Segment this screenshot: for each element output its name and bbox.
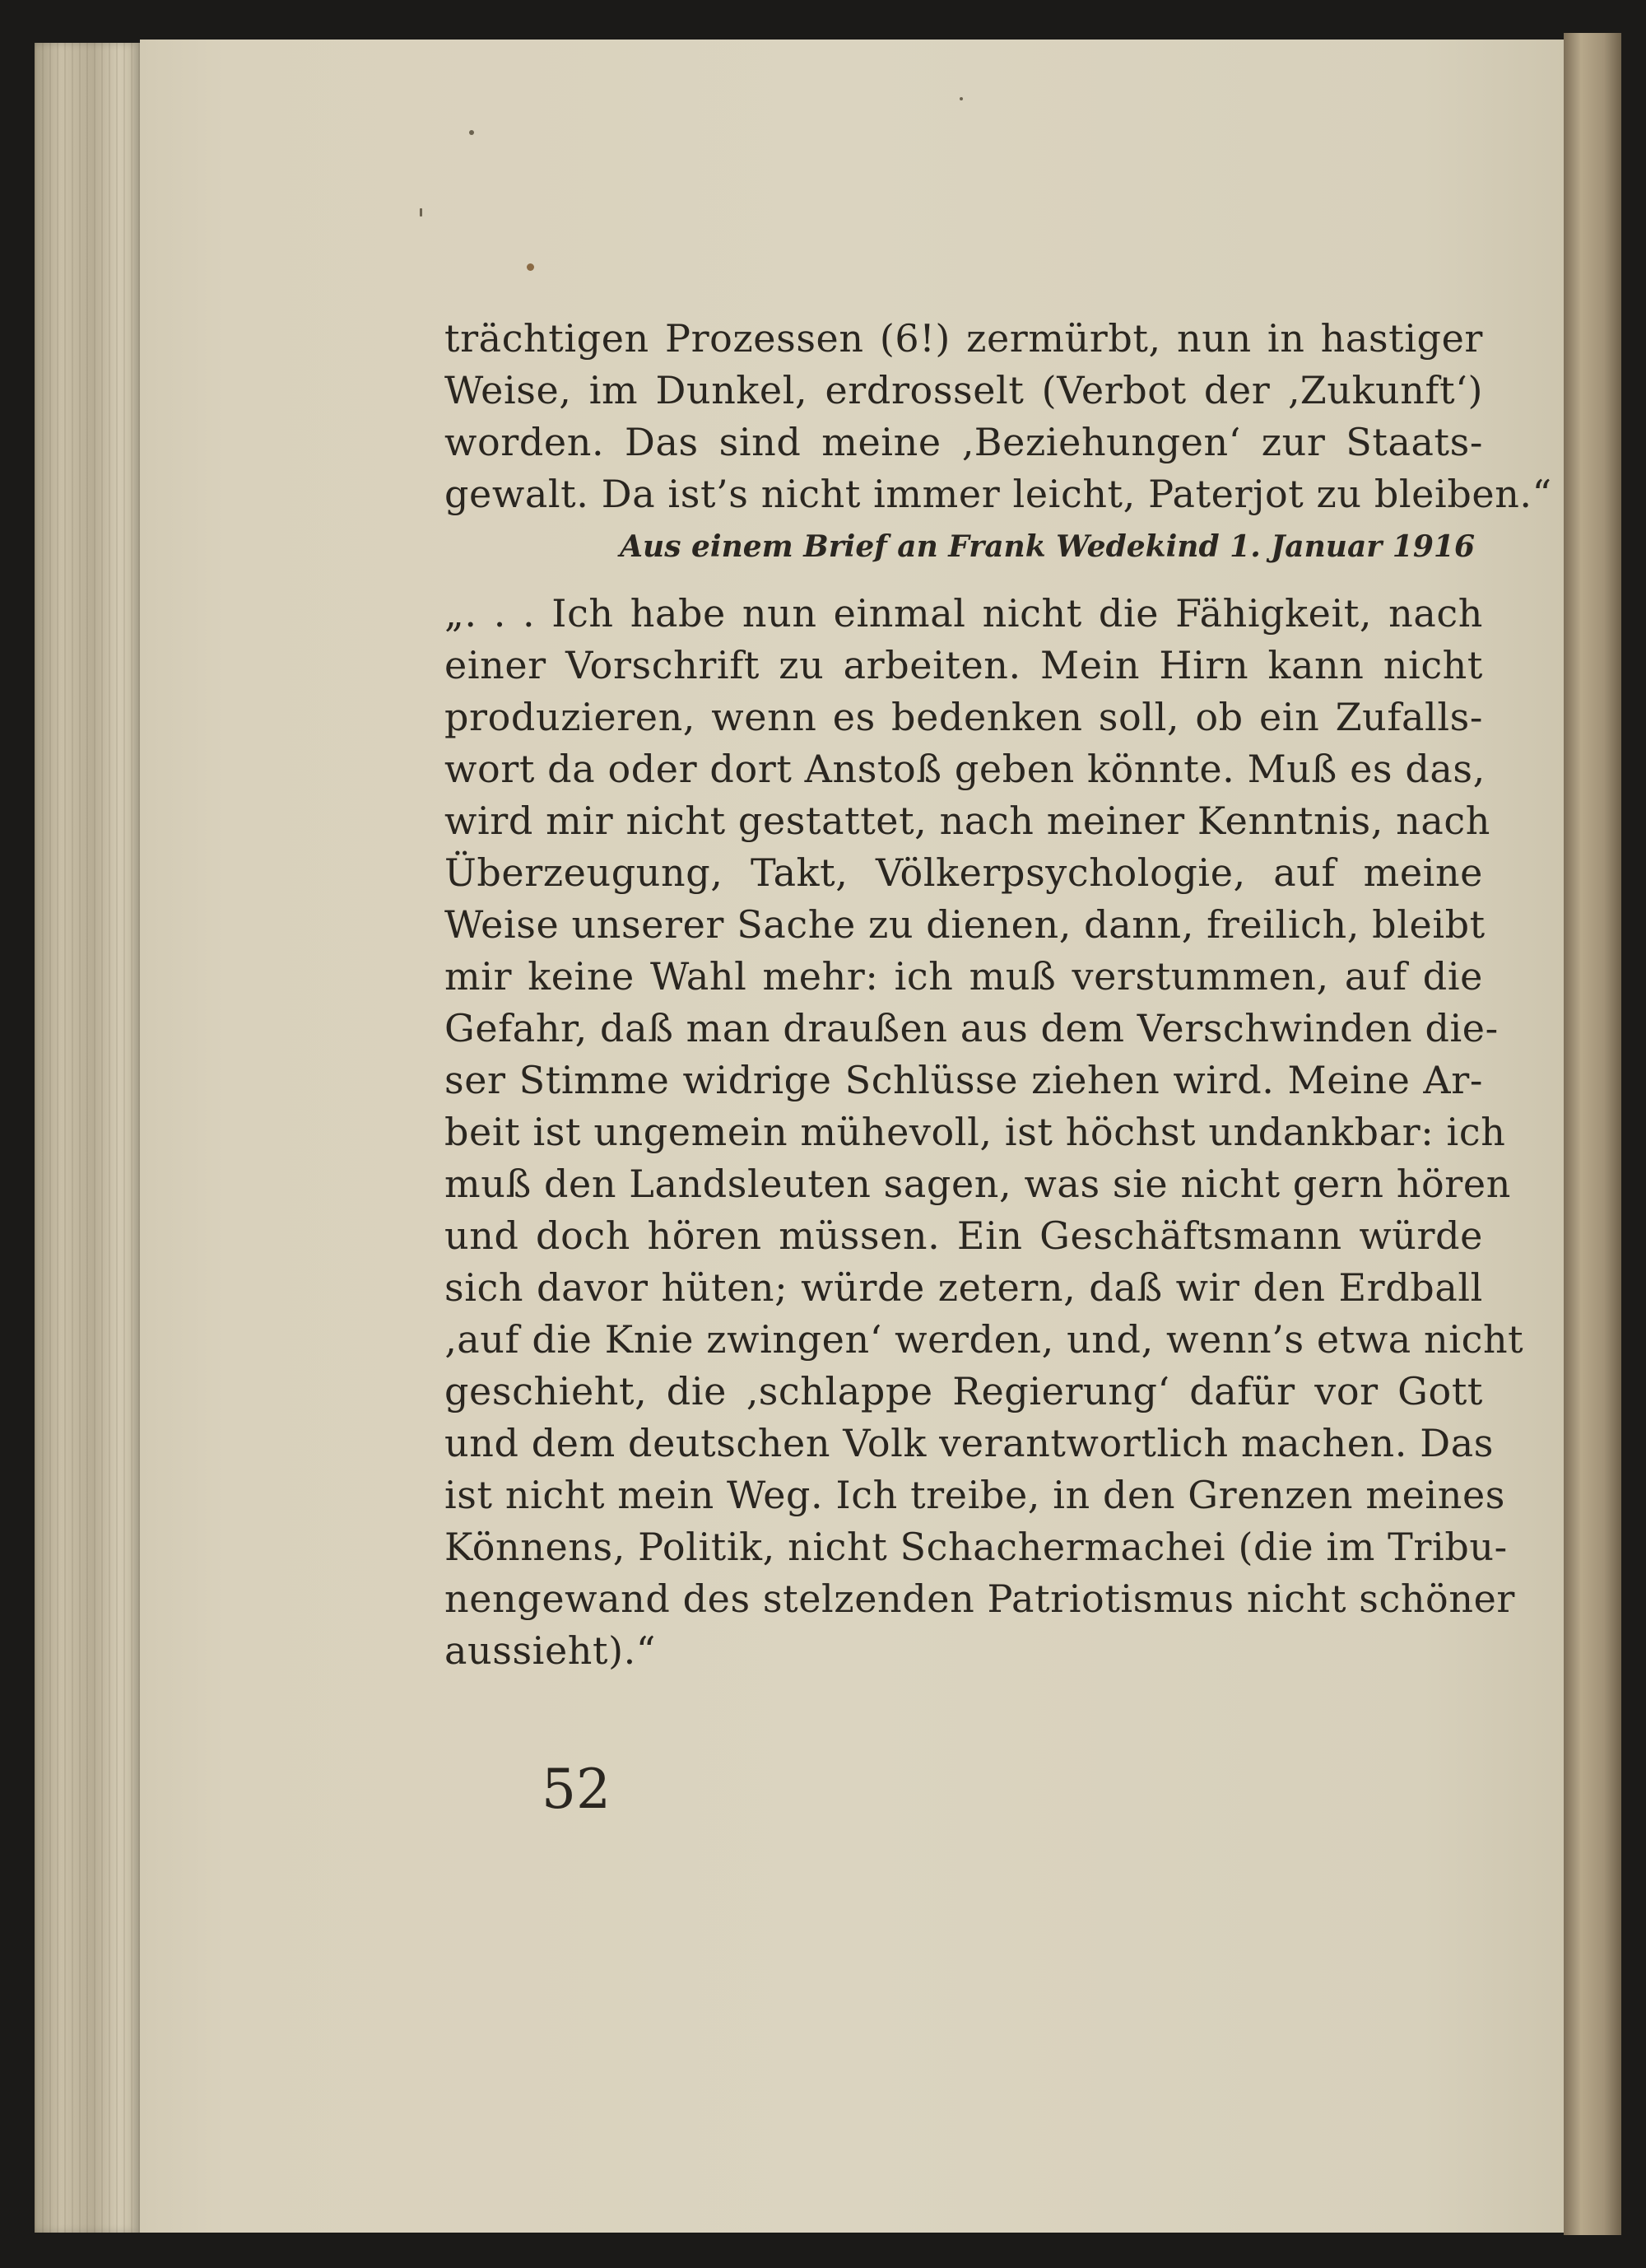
text-line: sich davor hüten; würde zetern, daß wir den Erdball (444, 1265, 1483, 1310)
text-line: wird mir nicht gestattet, nach meiner Kenntnis, nach (444, 799, 1491, 843)
text-line: und doch hören müssen. Ein Geschäftsmann würde (444, 1213, 1483, 1258)
page-text-block (444, 313, 1552, 1677)
text-line: einer Vorschrift zu arbeiten. Mein Hirn kann nicht (444, 643, 1483, 687)
text-line: ser Stimme widrige Schlüsse ziehen wird. Meine Ar- (444, 1058, 1483, 1102)
text-line: gewalt. Da ist’s nicht immer leicht, Paterjot zu bleiben.“ (444, 472, 1552, 516)
text-line: beit ist ungemein mühevoll, ist höchst undankbar: ich (444, 1110, 1506, 1154)
page-number: 52 (542, 1758, 611, 1821)
text-line: worden. Das sind meine ‚Beziehungen‘ zur Staats- (444, 420, 1483, 464)
text-line: ist nicht mein Weg. Ich treibe, in den Grenzen meines (444, 1473, 1505, 1517)
text-line: mir keine Wahl mehr: ich muß verstummen, auf die (444, 954, 1483, 999)
paper-speck (469, 130, 474, 135)
text-line: Überzeugung, Takt, Völkerpsychologie, auf meine (444, 850, 1483, 895)
text-line: muß den Landsleuten sagen, was sie nicht gern hören (444, 1162, 1511, 1206)
text-line: nengewand des stelzenden Patriotismus nicht schöner (444, 1576, 1515, 1621)
text-line: trächtigen Prozessen (6!) zermürbt, nun in hastiger (444, 316, 1483, 361)
paper-speck (960, 97, 963, 100)
source-attribution: Aus einem Brief an Frank Wedekind 1. Januar 1916 (620, 529, 1475, 564)
text-line: Gefahr, daß man draußen aus dem Verschwinden die- (444, 1006, 1499, 1050)
text-line: Könnens, Politik, nicht Schachermachei (die im Tribu- (444, 1525, 1508, 1569)
text-line: Weise, im Dunkel, erdrosselt (Verbot der ‚Zukunft‘) (444, 368, 1483, 412)
text-line: ‚auf die Knie zwingen‘ werden, und, wenn’s etwa nicht (444, 1317, 1524, 1362)
text-line: „. . . Ich habe nun einmal nicht die Fähigkeit, nach (444, 591, 1483, 636)
paper-speck (527, 263, 534, 271)
text-line: und dem deutschen Volk verantwortlich machen. Das (444, 1421, 1494, 1465)
paper-speck (420, 208, 422, 217)
book-page-stack-texture (35, 43, 140, 2233)
text-line-last: aussieht).“ (444, 1628, 656, 1673)
text-line: produzieren, wenn es bedenken soll, ob ein Zufalls- (444, 695, 1483, 739)
text-line: wort da oder dort Anstoß geben könnte. Muß es das, (444, 747, 1486, 791)
facing-page-edge (1564, 33, 1621, 2235)
text-line: geschieht, die ‚schlappe Regierung‘ dafür vor Gott (444, 1369, 1483, 1413)
text-line: Weise unserer Sache zu dienen, dann, freilich, bleibt (444, 902, 1486, 947)
